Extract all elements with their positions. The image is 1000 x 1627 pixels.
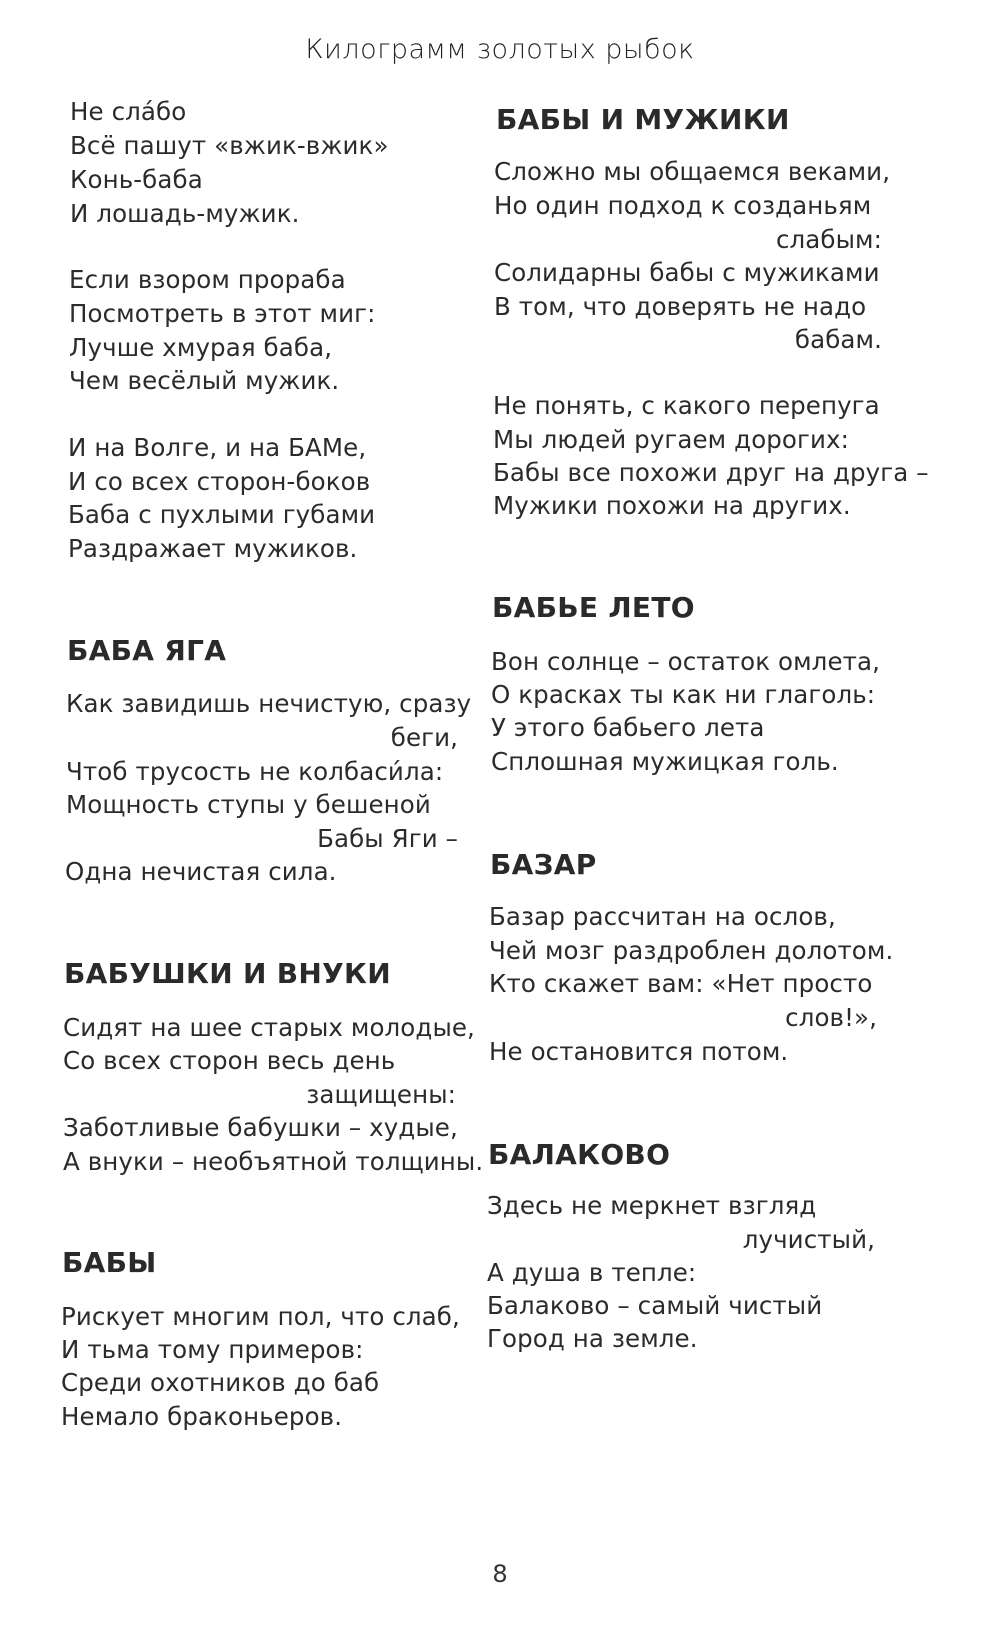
poem-line: Мы людей ругаем дорогих:	[493, 425, 849, 454]
poem-line: Чем весёлый мужик.	[69, 366, 340, 395]
poem-title: БАБЫ	[62, 1246, 157, 1279]
poem-line: Солидарны бабы с мужиками	[494, 258, 880, 287]
poem-title: БАБЫ И МУЖИКИ	[496, 103, 790, 136]
poem-line: Со всех сторон весь день	[63, 1046, 396, 1075]
poem-line: Вон солнце – остаток омлета,	[491, 647, 880, 676]
poem-line: В том, что доверять не надо	[494, 292, 867, 321]
poem-line: Среди охотников до баб	[61, 1368, 380, 1397]
poem-line: Бабы все похожи друг на друга –	[493, 458, 929, 487]
poem-line: лучистый,	[742, 1225, 875, 1254]
poem-line: Всё пашут «вжик-вжик»	[70, 131, 389, 160]
poem-line: Не понять, с какого перепуга	[493, 391, 880, 420]
poem-line: беги,	[390, 723, 458, 752]
poem-line: И со всех сторон-боков	[68, 467, 371, 496]
poem-line: Не остановится потом.	[489, 1037, 789, 1066]
poem-line: О красках ты как ни глаголь:	[491, 680, 876, 709]
poem-line: Заботливые бабушки – худые,	[63, 1113, 458, 1142]
poem-line: Раздражает мужиков.	[68, 534, 358, 563]
poem-line: Бабы Яги –	[317, 824, 458, 853]
poem-line: Но один подход к созданьям	[494, 191, 872, 220]
poem-line: Чтоб трусость не колбаси́ла:	[66, 757, 444, 786]
poem-line: Базар рассчитан на ослов,	[489, 902, 836, 931]
poem-line: Немало браконьеров.	[61, 1402, 343, 1431]
poem-line: Как завидишь нечистую, сразу	[66, 689, 472, 718]
poem-line: Чей мозг раздроблен долотом.	[489, 936, 894, 965]
poem-line: бабам.	[794, 325, 882, 354]
poem-line: Конь-баба	[70, 165, 203, 194]
poem-title: БАБА ЯГА	[67, 634, 227, 667]
page-number: 8	[492, 1560, 508, 1588]
poem-line: Балаково – самый чистый	[487, 1291, 823, 1320]
running-title: Килограмм золотых рыбок	[305, 34, 695, 65]
poem-line: слабым:	[775, 225, 882, 254]
poem-line: защищены:	[306, 1080, 456, 1109]
poem-title: БАБЬЕ ЛЕТО	[492, 591, 695, 624]
poem-line: Не сла́бо	[70, 97, 187, 126]
poem-line: Город на земле.	[487, 1324, 698, 1353]
poem-line: Рискует многим пол, что слаб,	[61, 1302, 460, 1331]
poem-line: И тьма тому примеров:	[61, 1335, 364, 1364]
poem-line: Баба с пухлыми губами	[68, 500, 376, 529]
poem-title: БАБУШКИ И ВНУКИ	[64, 957, 391, 990]
poem-line: И лошадь-мужик.	[70, 199, 300, 228]
poem-line: слов!»,	[785, 1003, 877, 1032]
poem-line: И на Волге, и на БАМе,	[68, 433, 367, 462]
poem-line: У этого бабьего лета	[491, 713, 765, 742]
poem-line: А внуки – необъятной толщины.	[63, 1147, 484, 1176]
poem-line: Посмотреть в этот миг:	[69, 299, 376, 328]
poem-line: Мужики похожи на других.	[493, 491, 851, 520]
poem-line: Одна нечистая сила.	[65, 857, 337, 886]
poem-line: Кто скажет вам: «Нет просто	[489, 969, 873, 998]
poem-line: Если взором прораба	[69, 265, 346, 294]
poem-title: БАЗАР	[490, 848, 597, 881]
poem-line: Сложно мы общаемся веками,	[494, 157, 891, 186]
poem-line: А душа в тепле:	[487, 1258, 697, 1287]
poem-line: Мощность ступы у бешеной	[66, 790, 431, 819]
poem-line: Лучше хмурая баба,	[69, 333, 333, 362]
poem-line: Здесь не меркнет взгляд	[487, 1191, 817, 1220]
poem-title: БАЛАКОВО	[488, 1138, 671, 1171]
poem-line: Сидят на шее старых молодые,	[63, 1013, 475, 1042]
poem-line: Сплошная мужицкая голь.	[491, 747, 839, 776]
